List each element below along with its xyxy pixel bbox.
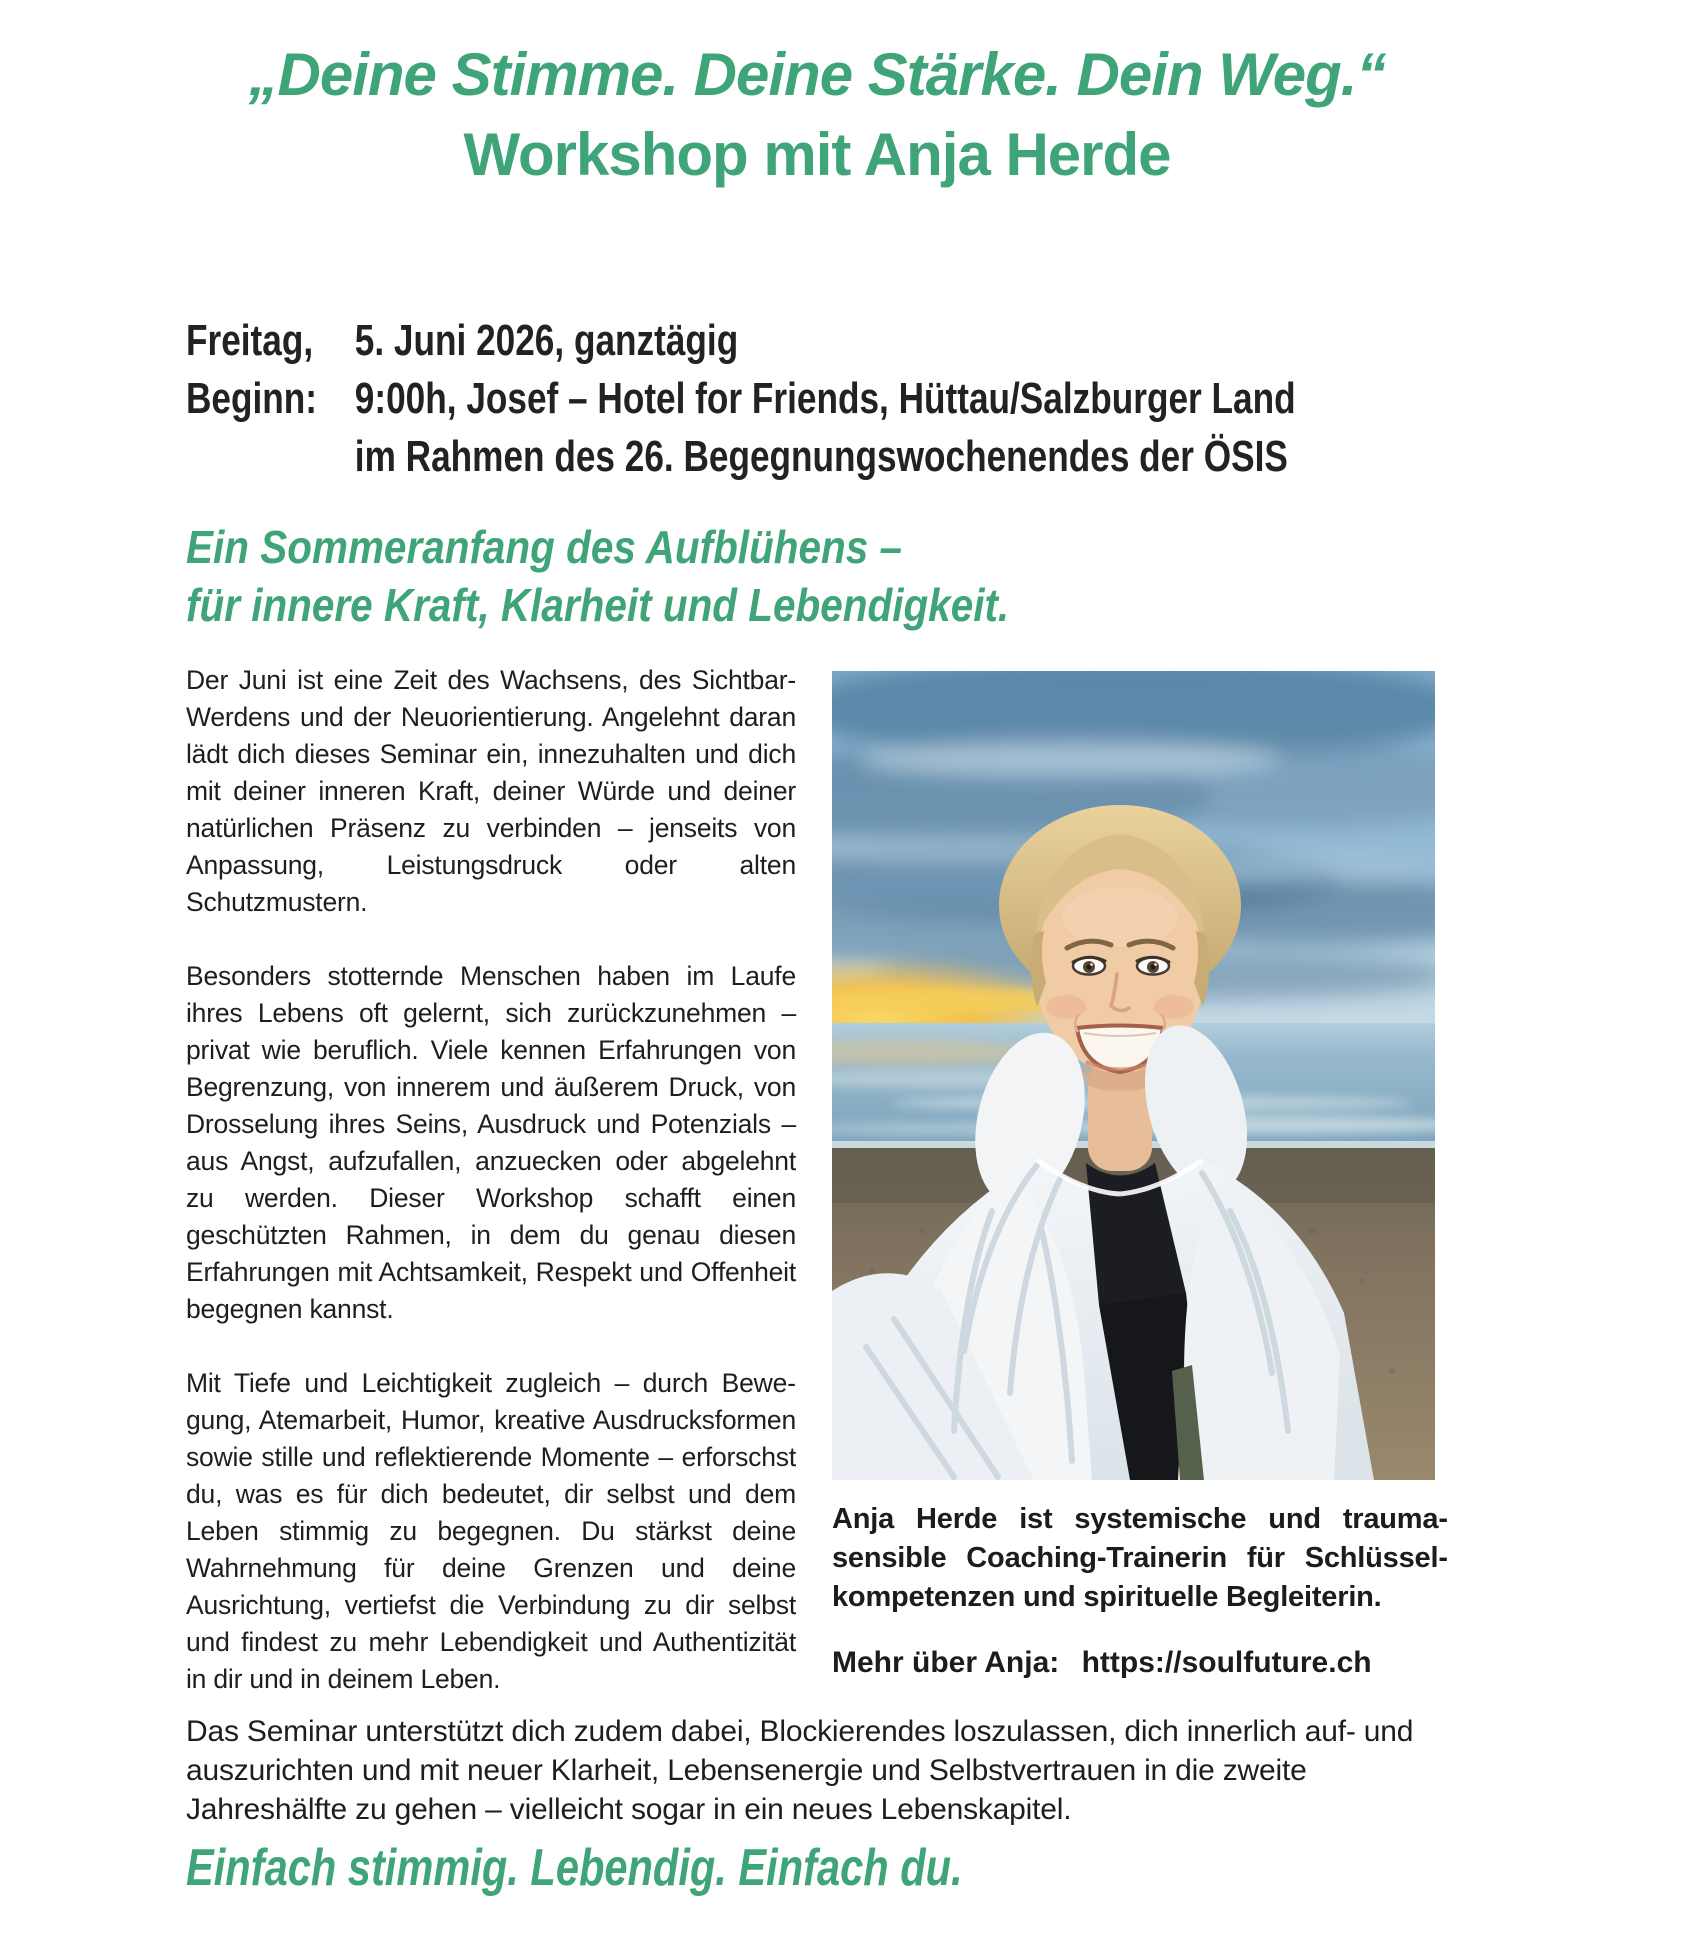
page-subtitle: Workshop mit Anja Herde xyxy=(463,121,1171,188)
event-date-value: 5. Juni 2026, ganztägig xyxy=(354,316,739,365)
event-begin-label: Beginn: xyxy=(186,374,318,423)
photo-column xyxy=(832,662,1448,1698)
body-paragraph-3: Mit Tiefe und Leichtigkeit zugleich – durch Bewegung, Atemarbeit, Humor, kreative Ausdrucksformen sowie stille und reflektierende Momente – erforschst du, was es für dich bedeutet, dir selbst und dem Leben stimmig zu begegnen. Du stärkst deine Wahrnehmung für deine Grenzen und deine Ausrichtung, vertiefst die Verbindung zu dir selbst und findest zu mehr Lebendigkeit und Authentizität in dir und in deinem Leben. xyxy=(186,1368,796,1694)
intro-line-1: Ein Sommeranfang des Aufblühens – xyxy=(186,521,903,573)
website-url: https://soulfuture.ch xyxy=(1081,1646,1372,1679)
body-paragraph-1: Der Juni ist eine Zeit des Wachsens, des Sichtbar-Werdens und der Neuorientierung. Angelehnt daran lädt dich dieses Seminar ein, innezuhalten und dich mit deiner inneren Kraft, deiner Würde und deiner natürlichen Präsenz zu verbinden – jenseits von Anpassung, Leistungsdruck oder alten Schutzmustern. xyxy=(186,665,796,917)
page-title: „Deine Stimme. Deine Stärke. Dein Weg.“ xyxy=(248,41,1386,108)
event-context-label xyxy=(186,428,355,486)
main-content xyxy=(186,662,1448,1698)
event-context-value: im Rahmen des 26. Begegnungswochenendes der ÖSIS xyxy=(354,432,1288,481)
photo-caption: Anja Herde ist systemische und traumasensible Coaching-Trainerin für Schlüsselkompetenzen und spirituelle Begleiterin. xyxy=(832,1503,1448,1613)
event-date-row xyxy=(186,312,1450,370)
intro-heading xyxy=(186,518,1297,634)
event-begin-value: 9:00h, Josef – Hotel for Friends, Hüttau/Salzburger Land xyxy=(354,374,1296,423)
beach-portrait-illustration xyxy=(832,671,1435,1480)
event-begin-row xyxy=(186,370,1450,428)
portrait-photo xyxy=(832,671,1435,1480)
flyer-header xyxy=(186,40,1448,190)
more-info-line xyxy=(832,1646,1448,1680)
closing-paragraph: Das Seminar unterstützt dich zudem dabei, Blockierendes loszulassen, dich innerlich auf- und auszurichten und mit neuer Klarheit, Lebensenergie und Selbstvertrauen in die zweite Jahreshälfte zu gehen – vielleicht sogar in ein neues Lebenskapitel. xyxy=(186,1715,1414,1826)
body-paragraph-2: Besonders stotternde Menschen haben im Laufe ihres Lebens oft gelernt, sich zurückzunehmen – privat wie beruflich. Viele kennen Erfahrungen von Begrenzung, von innerem und äußerem Druck, von Drosselung ihres Seins, Ausdruck und Potenzials – aus Angst, aufzufallen, anzuecken oder abgelehnt zu werden. Dieser Workshop schafft einen geschützten Rahmen, in dem du genau diesen Erfahrungen mit Achtsamkeit, Respekt und Offenheit begegnen kannst. xyxy=(186,961,796,1324)
event-details xyxy=(186,312,1450,486)
event-date-label: Freitag, xyxy=(186,316,314,365)
slogan: Einfach stimmig. Lebendig. Einfach du. xyxy=(186,1839,963,1897)
body-text-column xyxy=(186,662,796,1698)
event-context-row xyxy=(186,428,1450,486)
more-info-label: Mehr über Anja: xyxy=(832,1646,1060,1679)
intro-line-2: für innere Kraft, Klarheit und Lebendigkeit. xyxy=(186,579,1010,631)
